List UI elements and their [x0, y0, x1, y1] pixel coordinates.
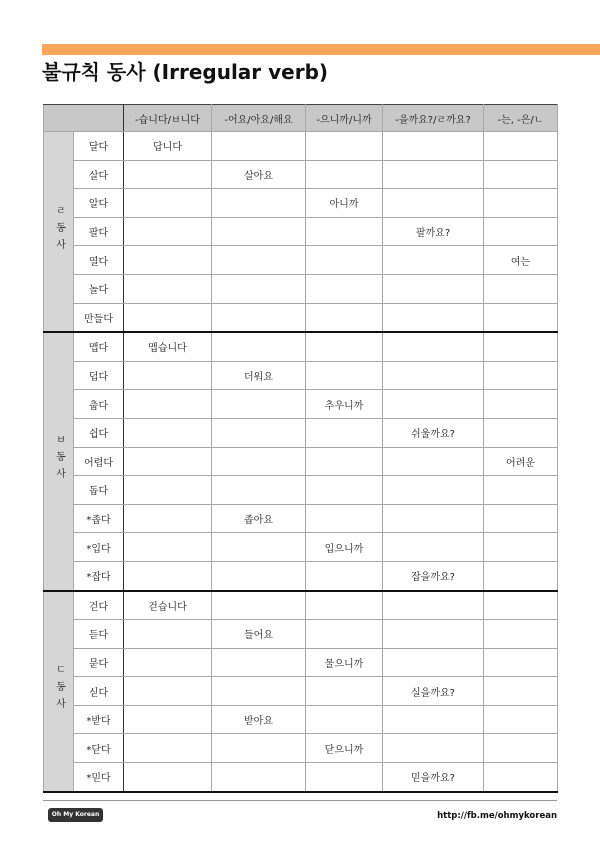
table-row [44, 533, 558, 562]
conjugation-cell [383, 705, 484, 734]
conjugation-cell [383, 390, 484, 419]
conjugation-cell [484, 160, 558, 189]
verb-cell: 열다 [74, 246, 124, 275]
conjugation-cell [124, 303, 212, 332]
verb-cell: 어렵다 [74, 447, 124, 476]
conjugation-cell [212, 332, 306, 361]
conjugation-cell [383, 160, 484, 189]
conjugation-cell [383, 734, 484, 763]
table-row [44, 677, 558, 706]
verb-cell: 걷다 [74, 591, 124, 620]
verb-cell: 싣다 [74, 677, 124, 706]
verb-cell: 알다 [74, 189, 124, 218]
conjugation-cell [484, 361, 558, 390]
table-row [44, 246, 558, 275]
conjugation-cell [383, 189, 484, 218]
conjugation-cell [306, 418, 383, 447]
table-row [44, 361, 558, 390]
conjugation-cell [124, 476, 212, 505]
conjugation-cell [124, 189, 212, 218]
accent-bar [42, 44, 600, 55]
conjugation-cell [124, 705, 212, 734]
verb-cell: 만들다 [74, 303, 124, 332]
conjugation-cell [484, 390, 558, 419]
verb-cell: 덥다 [74, 361, 124, 390]
page-title: 불규칙 동사 (Irregular verb) [42, 60, 329, 84]
conjugation-cell [212, 390, 306, 419]
conjugation-cell [212, 763, 306, 792]
conjugation-cell [212, 303, 306, 332]
conjugation-cell [383, 504, 484, 533]
conjugation-cell [484, 533, 558, 562]
group-label-cell [44, 591, 74, 792]
conjugation-cell: 아니까 [306, 189, 383, 218]
conjugation-cell [212, 591, 306, 620]
conjugation-cell [484, 734, 558, 763]
verb-cell: 살다 [74, 160, 124, 189]
conjugation-cell [383, 447, 484, 476]
table-row [44, 160, 558, 189]
conjugation-cell [484, 504, 558, 533]
conjugation-cell [383, 303, 484, 332]
conjugation-cell [484, 561, 558, 590]
conjugation-cell [124, 677, 212, 706]
conjugation-cell [212, 648, 306, 677]
conjugation-cell: 실을까요? [383, 677, 484, 706]
conjugation-cell [484, 476, 558, 505]
conjugation-cell [212, 476, 306, 505]
conjugation-cell [124, 217, 212, 246]
conjugation-cell [484, 418, 558, 447]
conjugation-cell [484, 303, 558, 332]
conjugation-cell [484, 332, 558, 361]
table-row [44, 390, 558, 419]
conjugation-cell [212, 447, 306, 476]
conjugation-cell [306, 361, 383, 390]
conjugation-cell [484, 132, 558, 161]
conjugation-cell [124, 274, 212, 303]
conjugation-cell [212, 189, 306, 218]
conjugation-cell: 닫으니까 [306, 734, 383, 763]
conjugation-cell [484, 677, 558, 706]
conjugation-cell: 여는 [484, 246, 558, 275]
header-because-ending: -으니까/니까 [306, 105, 383, 132]
conjugation-cell: 답니다 [124, 132, 212, 161]
conjugation-cell: 받아요 [212, 705, 306, 734]
oh-my-korean-logo: Oh My Korean [48, 808, 103, 822]
conjugation-cell: 믿을까요? [383, 763, 484, 792]
table-row [44, 648, 558, 677]
conjugation-cell [383, 591, 484, 620]
verb-cell: *믿다 [74, 763, 124, 792]
conjugation-cell [484, 189, 558, 218]
conjugation-cell [306, 132, 383, 161]
footer-url: http://fb.me/ohmykorean [437, 811, 557, 821]
conjugation-cell [306, 332, 383, 361]
header-row [44, 105, 558, 132]
table-row [44, 189, 558, 218]
conjugation-cell [124, 447, 212, 476]
table-row [44, 274, 558, 303]
conjugation-cell [212, 274, 306, 303]
conjugation-cell [306, 217, 383, 246]
conjugation-cell [306, 160, 383, 189]
table-row [44, 332, 558, 361]
table-row [44, 763, 558, 792]
group-label: ㄹ동사 [53, 204, 65, 256]
conjugation-cell [306, 705, 383, 734]
conjugation-cell [124, 246, 212, 275]
conjugation-cell [484, 591, 558, 620]
conjugation-cell [124, 504, 212, 533]
conjugation-cell: 걷습니다 [124, 591, 212, 620]
conjugation-cell [306, 274, 383, 303]
verb-cell: *잡다 [74, 561, 124, 590]
group-label: ㄷ동사 [53, 664, 65, 716]
conjugation-cell [124, 734, 212, 763]
verb-cell: 맵다 [74, 332, 124, 361]
conjugation-cell: 물으니까 [306, 648, 383, 677]
conjugation-cell [306, 303, 383, 332]
conjugation-cell [124, 390, 212, 419]
conjugation-cell [124, 160, 212, 189]
conjugation-cell [306, 763, 383, 792]
conjugation-cell: 좁아요 [212, 504, 306, 533]
conjugation-cell [484, 217, 558, 246]
conjugation-cell [124, 561, 212, 590]
conjugation-cell [124, 418, 212, 447]
conjugation-cell [124, 361, 212, 390]
conjugation-cell: 팔까요? [383, 217, 484, 246]
conjugation-cell [383, 132, 484, 161]
table-row [44, 561, 558, 590]
conjugation-cell [212, 418, 306, 447]
conjugation-cell: 더워요 [212, 361, 306, 390]
footer-divider [43, 800, 557, 801]
verb-cell: 듣다 [74, 620, 124, 649]
conjugation-cell: 입으니까 [306, 533, 383, 562]
verb-cell: *좁다 [74, 504, 124, 533]
conjugation-cell [212, 533, 306, 562]
table-row [44, 303, 558, 332]
conjugation-cell: 쉬울까요? [383, 418, 484, 447]
table-row [44, 591, 558, 620]
verb-cell: 돕다 [74, 476, 124, 505]
conjugation-cell [484, 763, 558, 792]
conjugation-cell [212, 734, 306, 763]
conjugation-cell [124, 533, 212, 562]
conjugation-cell [484, 620, 558, 649]
verb-cell: 쉽다 [74, 418, 124, 447]
verb-cell: *받다 [74, 705, 124, 734]
conjugation-cell: 들어요 [212, 620, 306, 649]
conjugation-cell [306, 504, 383, 533]
header-formal-ending: -습니다/ㅂ니다 [124, 105, 212, 132]
table-body [44, 132, 558, 792]
verb-cell: *닫다 [74, 734, 124, 763]
table-header [44, 105, 558, 132]
table-row [44, 447, 558, 476]
conjugation-cell: 잡을까요? [383, 561, 484, 590]
conjugation-cell [306, 447, 383, 476]
conjugation-cell [306, 677, 383, 706]
conjugation-cell: 맵습니다 [124, 332, 212, 361]
verb-cell: 달다 [74, 132, 124, 161]
header-blank-cell [44, 105, 124, 132]
header-shall-we-ending: -을까요?/ㄹ까요? [383, 105, 484, 132]
conjugation-cell: 추우니까 [306, 390, 383, 419]
conjugation-cell [383, 620, 484, 649]
conjugation-cell [484, 705, 558, 734]
group-label: ㅂ동사 [53, 434, 65, 486]
table-row [44, 705, 558, 734]
conjugation-cell [383, 246, 484, 275]
table-row [44, 620, 558, 649]
conjugation-cell [383, 274, 484, 303]
verb-cell: 놀다 [74, 274, 124, 303]
table-row [44, 132, 558, 161]
table-row [44, 217, 558, 246]
group-label-cell [44, 132, 74, 333]
table-row [44, 418, 558, 447]
conjugation-cell [124, 620, 212, 649]
conjugation-cell [306, 476, 383, 505]
conjugation-cell: 어려운 [484, 447, 558, 476]
table-row [44, 734, 558, 763]
conjugation-cell [306, 246, 383, 275]
conjugation-cell [306, 620, 383, 649]
conjugation-cell [306, 561, 383, 590]
header-polite-ending: -어요/아요/해요 [212, 105, 306, 132]
header-modifier-ending: -는, -은/ㄴ [484, 105, 558, 132]
verb-cell: 팔다 [74, 217, 124, 246]
conjugation-cell [124, 763, 212, 792]
conjugation-cell [383, 361, 484, 390]
conjugation-cell [124, 648, 212, 677]
conjugation-cell [484, 274, 558, 303]
conjugation-cell [306, 591, 383, 620]
table-row [44, 476, 558, 505]
conjugation-cell [383, 332, 484, 361]
conjugation-cell: 살아요 [212, 160, 306, 189]
table-row [44, 504, 558, 533]
conjugation-cell [212, 677, 306, 706]
conjugation-cell [212, 561, 306, 590]
group-label-cell [44, 332, 74, 590]
irregular-verb-table [43, 104, 558, 793]
verb-cell: *입다 [74, 533, 124, 562]
conjugation-cell [484, 648, 558, 677]
conjugation-cell [212, 217, 306, 246]
conjugation-cell [212, 132, 306, 161]
conjugation-cell [383, 476, 484, 505]
verb-cell: 춥다 [74, 390, 124, 419]
conjugation-cell [383, 648, 484, 677]
conjugation-cell [383, 533, 484, 562]
conjugation-cell [212, 246, 306, 275]
verb-cell: 묻다 [74, 648, 124, 677]
